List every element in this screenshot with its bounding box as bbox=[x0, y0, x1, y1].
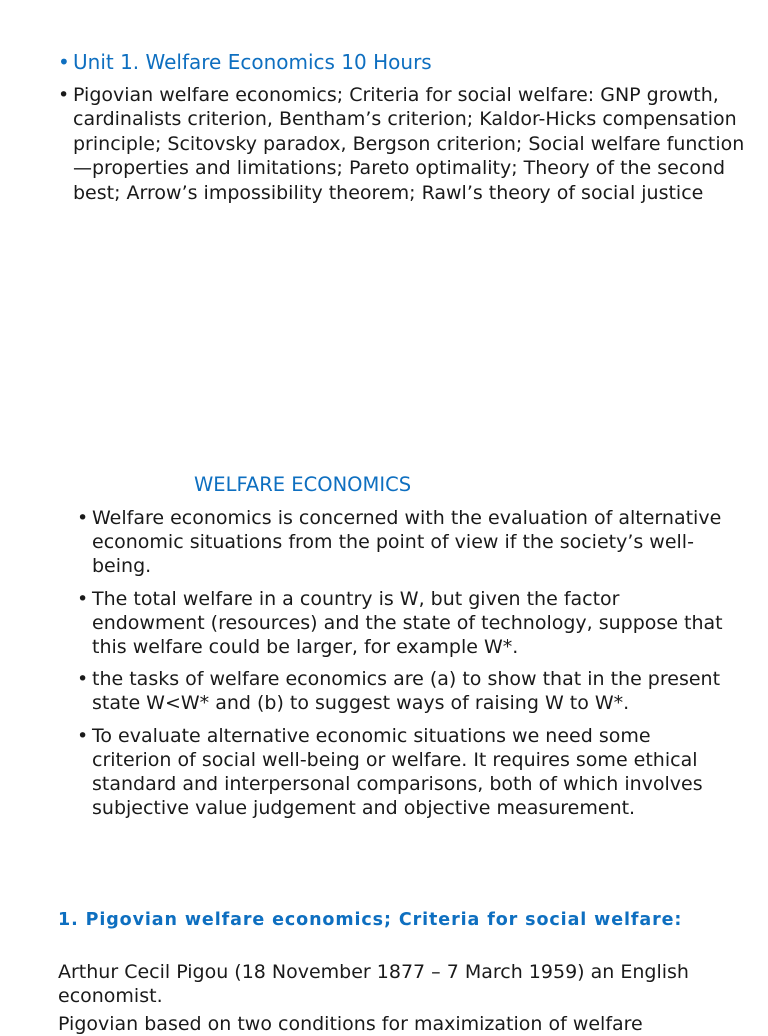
bullet: • bbox=[77, 587, 89, 610]
list-item bbox=[77, 667, 727, 715]
welfare-bullet-list bbox=[77, 506, 727, 828]
bullet: • bbox=[77, 507, 89, 529]
list-item-text: To evaluate alternative economic situations we need some criterion of social well-being or welfare. It requires some ethical standard and interpersonal comparisons, both of which involves subjective value judgement and objective measurement. bbox=[92, 724, 703, 820]
unit-heading-text: Unit 1. Welfare Economics 10 Hours bbox=[73, 50, 432, 74]
unit-heading bbox=[58, 48, 748, 76]
list-item-text: Welfare economics is concerned with the evaluation of alternative economic situations from the point of view if the society’s well-being. bbox=[92, 507, 722, 578]
bullet: • bbox=[77, 668, 89, 691]
list-item bbox=[77, 506, 727, 579]
unit-topics-text: Pigovian welfare economics; Criteria for social welfare: GNP growth, cardinalists criterion, Bentham’s criterion; Kaldor-Hicks compensation principle; Scitovsky paradox, Bergson criterion; Social welfare function—properties and limitations; Pareto optimality; Theory of the second best; Arrow’s impossibility theorem; Rawl’s theory of social justice bbox=[73, 84, 745, 204]
bullet: • bbox=[77, 724, 89, 747]
list-item bbox=[77, 587, 727, 660]
list-item bbox=[77, 724, 727, 821]
list-item-text: the tasks of welfare economics are (a) to show that in the present state W<W* and (b) to suggest ways of raising W to W*. bbox=[92, 668, 721, 715]
welfare-economics-title: WELFARE ECONOMICS bbox=[194, 473, 412, 496]
bullet: • bbox=[58, 50, 70, 74]
pigou-paragraph-cut: Pigovian based on two conditions for maximization of welfare bbox=[58, 1013, 643, 1035]
section-heading: 1. Pigovian welfare economics; Criteria for social welfare: bbox=[58, 910, 683, 930]
unit-slide bbox=[58, 48, 748, 205]
list-item bbox=[58, 83, 748, 205]
bullet: • bbox=[58, 84, 70, 106]
unit-topic-list bbox=[58, 83, 748, 205]
pigou-paragraph: Arthur Cecil Pigou (18 November 1877 – 7 March 1959) an English economist. bbox=[58, 961, 689, 1008]
list-item-text: The total welfare in a country is W, but given the factor endowment (resources) and the state of technology, suppose that this welfare could be larger, for example W*. bbox=[92, 587, 723, 659]
